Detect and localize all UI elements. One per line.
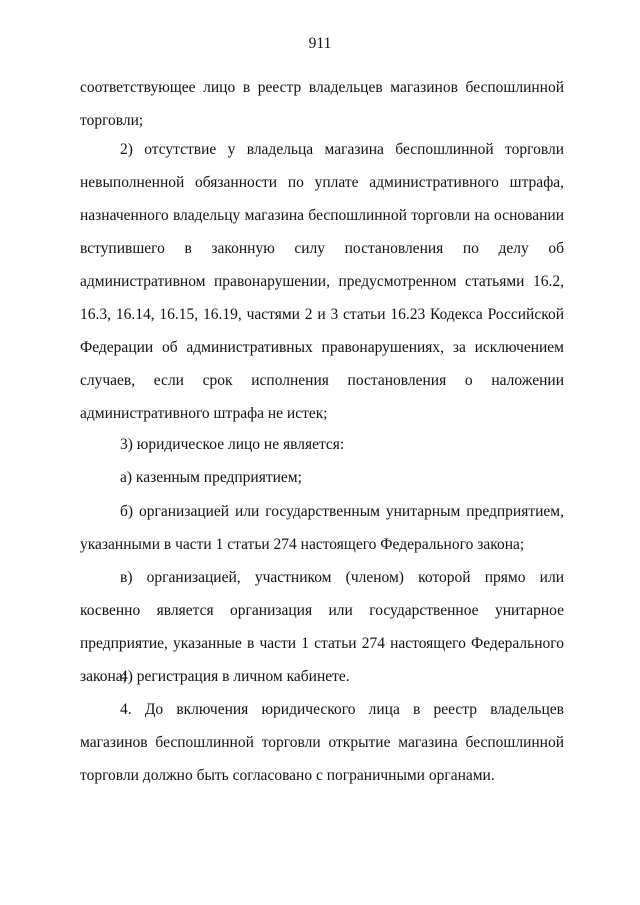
paragraph-item-2: 2) отсутствие у владельца магазина беспошлинной торговли невыполненной обязанности по уплате административного штрафа, назначенного владельцу магазина беспошлинной торговли на основании вступившего в законную силу постановления по делу об административном правонарушении, предусмотренном статьями 16.2, 16.3, 16.14, 16.15, 16.19, частями 2 и 3 статьи 16.23 Кодекса Российской Федерации об административных правонарушениях, за исключением случаев, если срок исполнения постановления о наложении административного штрафа не истек; [80,141,564,422]
paragraph-item-3b: б) организацией или государственным унитарным предприятием, указанными в части 1 статьи 274 настоящего Федерального закона; [80,503,564,553]
page-number: 911 [308,35,332,52]
paragraph-item-3a: а) казенным предприятием; [120,469,302,486]
paragraph-item-3v: в) организацией, участником (членом) которой прямо или косвенно является организация или государственное унитарное предприятие, указанные в части 1 статьи 274 настоящего Федерального закона; [80,569,564,685]
paragraph-continuation: соответствующее лицо в реестр владельцев магазинов беспошлинной торговли; [80,79,564,129]
paragraph-section-4: 4. До включения юридического лица в реестр владельцев магазинов беспошлинной торговли открытие магазина беспошлинной торговли должно быть согласовано с пограничными органами. [80,701,564,784]
paragraph-item-4: 4) регистрация в личном кабинете. [120,668,350,685]
paragraph-item-3: 3) юридическое лицо не является: [120,436,345,453]
